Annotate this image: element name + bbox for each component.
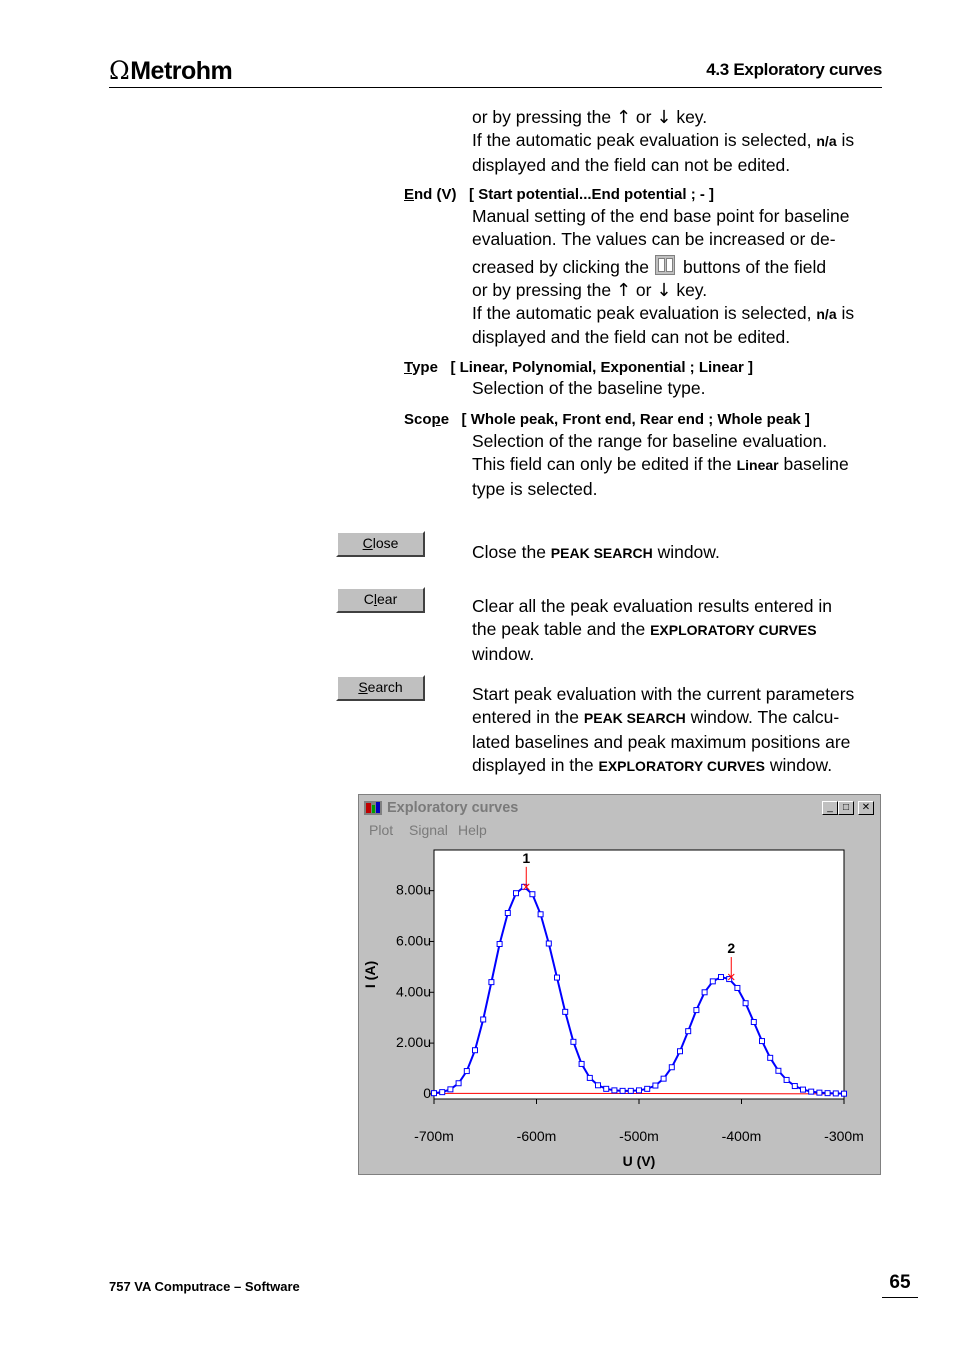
menu-plot[interactable]: Plot — [369, 822, 394, 838]
data-point — [760, 1039, 765, 1044]
omega-icon: Ω — [109, 56, 130, 85]
data-point — [833, 1091, 838, 1096]
data-point — [669, 1065, 674, 1070]
data-point — [571, 1039, 576, 1044]
data-point — [825, 1091, 830, 1096]
y-tick-label: 0 — [423, 1084, 431, 1101]
y-tick-label: 4.00u — [395, 983, 431, 1000]
data-point — [628, 1088, 633, 1093]
window-title: Exploratory curves — [387, 800, 519, 816]
exploratory-curves-window — [358, 794, 881, 1175]
arrow-up-icon: ↑ — [615, 107, 632, 128]
metrohm-logo — [109, 56, 232, 86]
footer-product: 757 VA Computrace – Software — [109, 1279, 300, 1294]
data-point — [719, 975, 724, 980]
data-point — [481, 1017, 486, 1022]
section-title: 4.3 Exploratory curves — [706, 60, 882, 79]
data-point — [620, 1088, 625, 1093]
data-point — [784, 1077, 789, 1082]
data-point — [489, 980, 494, 985]
peak-label: 2 — [727, 940, 736, 957]
x-tick-label: -300m — [824, 1128, 864, 1144]
data-point — [735, 985, 740, 990]
arrow-down-icon: ↓ — [656, 279, 672, 301]
data-point — [768, 1055, 773, 1060]
logo-text: Metrohm — [130, 57, 233, 85]
data-point — [653, 1083, 658, 1088]
data-point — [817, 1090, 822, 1095]
data-point — [686, 1029, 691, 1034]
data-point — [792, 1084, 797, 1089]
arrow-up-icon: ↑ — [615, 279, 632, 301]
spin-buttons-icon — [655, 255, 675, 275]
x-tick-label: -700m — [414, 1128, 454, 1144]
param-scope-description: Selection of the range for baseline evaluation. This field can only be edited if the Linear baseline type is selected. — [472, 431, 849, 499]
baseline-line — [578, 1093, 845, 1094]
clear-button[interactable]: Clear — [336, 587, 425, 613]
close-button[interactable]: Close — [336, 531, 425, 557]
arrow-down-icon: ↓ — [656, 107, 672, 128]
search-button[interactable]: Search — [336, 675, 425, 701]
data-point — [546, 941, 551, 946]
y-tick-label: 8.00u — [395, 881, 431, 898]
data-point — [555, 975, 560, 980]
data-point — [801, 1087, 806, 1092]
y-axis-label: I (A) — [362, 960, 378, 989]
peak-label: 1 — [522, 849, 531, 866]
data-point — [563, 1009, 568, 1014]
data-point — [661, 1076, 666, 1081]
data-point — [596, 1083, 601, 1088]
param-end-heading: End (V) [ Start potential...End potential ; - ] — [404, 186, 715, 203]
menu-signal[interactable]: Signal — [409, 822, 448, 838]
maximize-button[interactable]: □ — [838, 801, 854, 815]
page-number-rule — [882, 1297, 918, 1298]
y-tick-label: 2.00u — [395, 1034, 431, 1051]
data-point — [637, 1088, 642, 1093]
data-point — [538, 912, 543, 917]
data-point — [432, 1091, 437, 1096]
data-point — [809, 1089, 814, 1094]
data-point — [710, 979, 715, 984]
minimize-button[interactable]: _ — [822, 801, 838, 815]
data-point — [505, 911, 510, 916]
data-point — [473, 1048, 478, 1053]
data-point — [612, 1088, 617, 1093]
data-point — [694, 1008, 699, 1013]
data-point — [579, 1061, 584, 1066]
x-axis-label: U (V) — [622, 1153, 656, 1169]
param-end-description: Manual setting of the end base point for baseline evaluation. The values can be increased or de- creased by clicking the buttons of the field or by pressing the ↑ or ↓ key. If the automatic peak evaluation is selected, n/a is displayed and the field can not be edited. — [472, 206, 855, 348]
exploratory-curves-chart — [359, 795, 880, 1174]
page-number: 65 — [889, 1272, 911, 1293]
data-point — [645, 1086, 650, 1091]
data-point — [842, 1091, 847, 1096]
x-tick-label: -500m — [619, 1128, 659, 1144]
data-point — [440, 1090, 445, 1095]
close-button-description: Close the PEAK SEARCH window. — [472, 542, 720, 562]
data-point — [776, 1068, 781, 1073]
header-rule — [109, 87, 882, 88]
param-type-heading: Type [ Linear, Polynomial, Exponential ; Linear ] — [404, 359, 753, 376]
data-point — [743, 1001, 748, 1006]
data-point — [448, 1087, 453, 1092]
clear-button-description: Clear all the peak evaluation results entered in the peak table and the EXPLORATORY CURVES window. — [472, 596, 832, 664]
data-point — [587, 1075, 592, 1080]
data-point — [456, 1081, 461, 1086]
search-button-description: Start peak evaluation with the current parameters entered in the PEAK SEARCH window. The calcu- lated baselines and peak maximum positions are displayed in the EXPLORATORY CURVES window. — [472, 684, 855, 775]
x-tick-label: -600m — [516, 1128, 557, 1144]
window-close-button[interactable]: ✕ — [858, 801, 874, 815]
data-point — [530, 892, 535, 897]
x-tick-label: -400m — [721, 1128, 762, 1144]
data-point — [678, 1049, 683, 1054]
data-point — [751, 1020, 756, 1025]
start-param-continuation: or by pressing the ↑ or ↓ key. If the automatic peak evaluation is selected, n/a is displayed and the field can not be edited. — [472, 107, 855, 175]
param-scope-heading: Scope [ Whole peak, Front end, Rear end ; Whole peak ] — [404, 411, 810, 428]
data-point — [464, 1069, 469, 1074]
data-point — [514, 891, 519, 896]
y-tick-label: 6.00u — [395, 932, 431, 949]
param-type-description: Selection of the baseline type. — [472, 378, 706, 398]
menu-help[interactable]: Help — [458, 822, 487, 838]
data-point — [604, 1086, 609, 1091]
data-point — [497, 942, 502, 947]
plot-area — [434, 850, 844, 1099]
data-point — [702, 990, 707, 995]
